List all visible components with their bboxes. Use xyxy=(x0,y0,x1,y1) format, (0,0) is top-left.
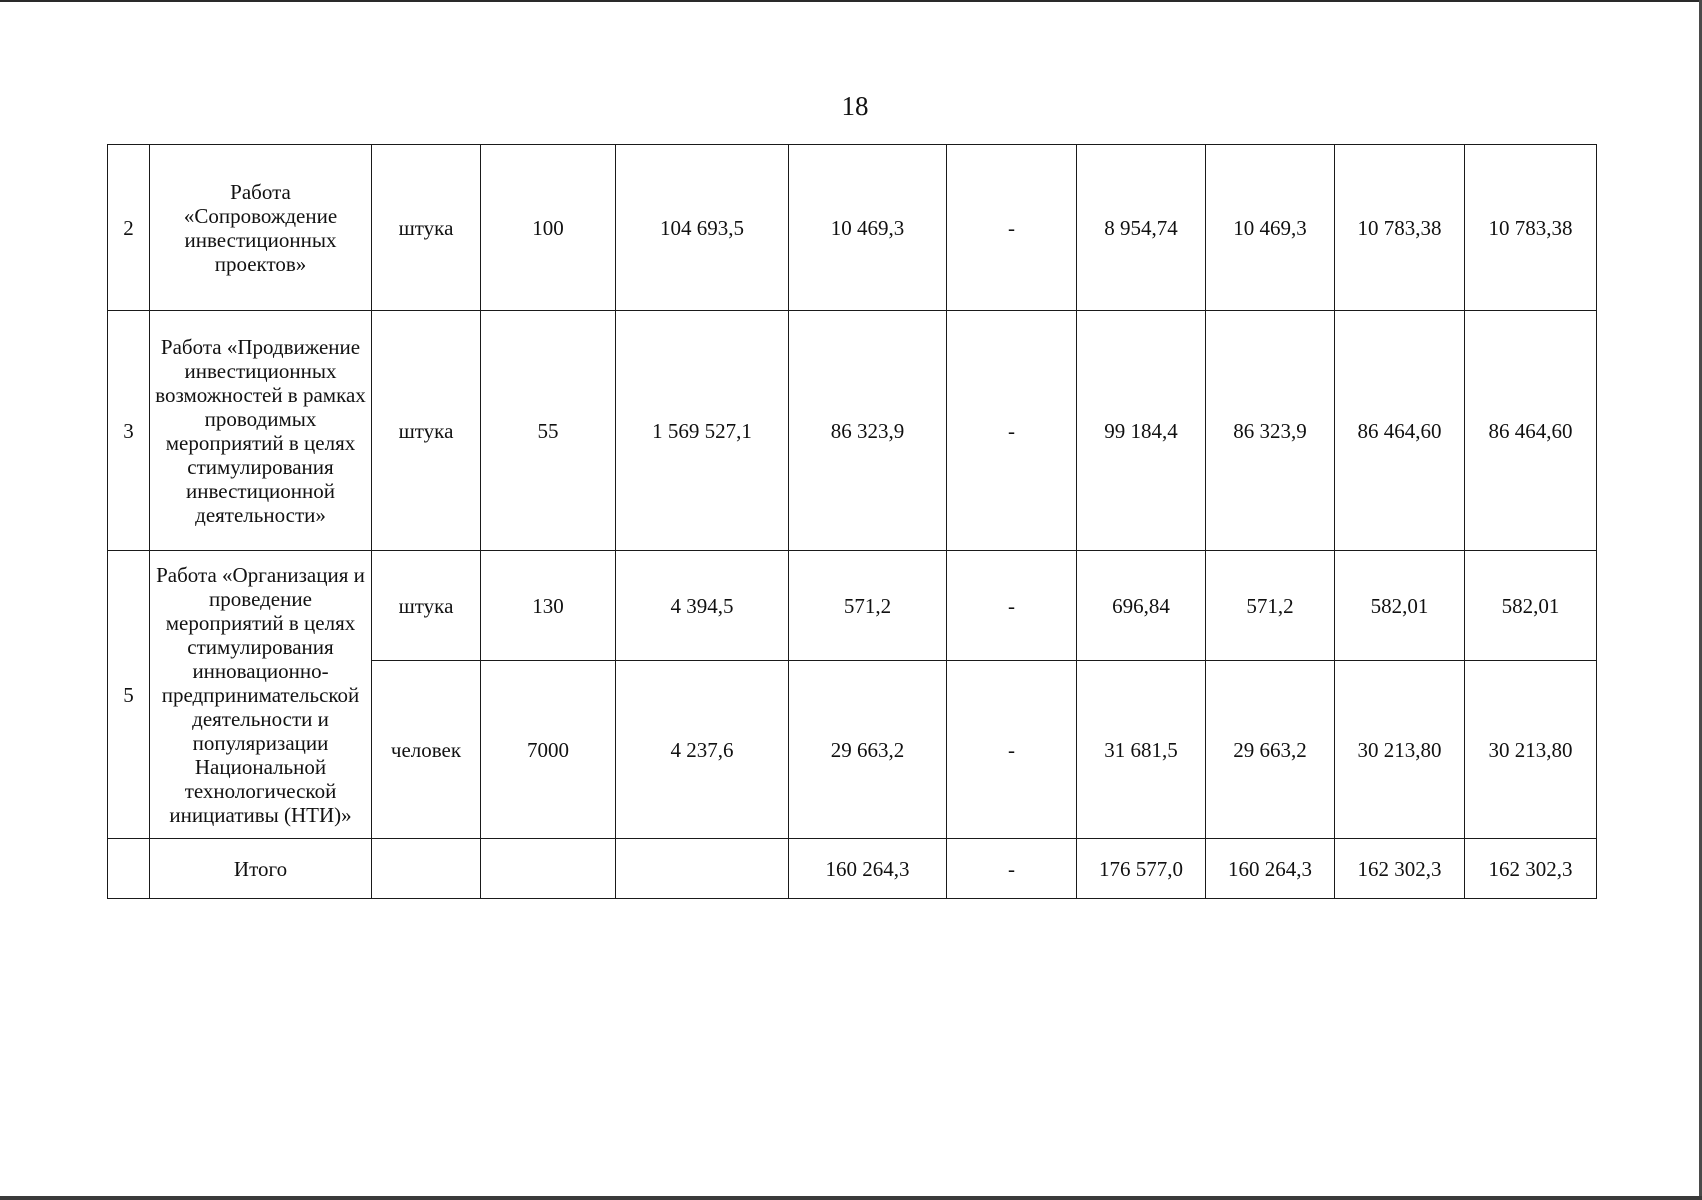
table-row xyxy=(108,145,1597,311)
value-cell: 86 323,9 xyxy=(789,311,947,551)
empty-cell xyxy=(108,839,150,899)
value-cell: - xyxy=(947,145,1077,311)
scan-edge-bottom xyxy=(0,1196,1702,1200)
value-cell: 31 681,5 xyxy=(1077,661,1206,839)
table-row xyxy=(108,551,1597,661)
value-cell: 86 323,9 xyxy=(1206,311,1335,551)
value-cell: 29 663,2 xyxy=(789,661,947,839)
value-cell: 29 663,2 xyxy=(1206,661,1335,839)
value-cell: 582,01 xyxy=(1335,551,1465,661)
unit-cell: штука xyxy=(372,551,481,661)
value-cell: 696,84 xyxy=(1077,551,1206,661)
row-number: 5 xyxy=(108,551,150,839)
table-row xyxy=(108,311,1597,551)
cost-cell: 4 237,6 xyxy=(616,661,789,839)
value-cell: 86 464,60 xyxy=(1335,311,1465,551)
value-cell: 571,2 xyxy=(1206,551,1335,661)
cost-cell: 1 569 527,1 xyxy=(616,311,789,551)
value-cell: 30 213,80 xyxy=(1465,661,1597,839)
quantity-cell: 130 xyxy=(481,551,616,661)
services-table xyxy=(107,144,1597,899)
total-value: 176 577,0 xyxy=(1077,839,1206,899)
total-value: 162 302,3 xyxy=(1465,839,1597,899)
total-value: 160 264,3 xyxy=(789,839,947,899)
value-cell: 571,2 xyxy=(789,551,947,661)
work-name: Работа «Организация и проведение мероприятий в целях стимулирования инновационно-предпринимательской деятельности и популяризации Национальной технологической инициативы (НТИ)» xyxy=(150,551,372,839)
cost-cell: 4 394,5 xyxy=(616,551,789,661)
value-cell: 86 464,60 xyxy=(1465,311,1597,551)
unit-cell: человек xyxy=(372,661,481,839)
value-cell: 10 469,3 xyxy=(789,145,947,311)
page-number: 18 xyxy=(841,91,869,121)
unit-cell: штука xyxy=(372,311,481,551)
total-label: Итого xyxy=(150,839,372,899)
empty-cell xyxy=(481,839,616,899)
quantity-cell: 55 xyxy=(481,311,616,551)
value-cell: - xyxy=(947,311,1077,551)
value-cell: - xyxy=(947,661,1077,839)
work-name: Работа «Сопровождение инвестиционных проектов» xyxy=(150,145,372,311)
total-value: - xyxy=(947,839,1077,899)
value-cell: 8 954,74 xyxy=(1077,145,1206,311)
value-cell: 99 184,4 xyxy=(1077,311,1206,551)
quantity-cell: 100 xyxy=(481,145,616,311)
value-cell: 30 213,80 xyxy=(1335,661,1465,839)
value-cell: 10 469,3 xyxy=(1206,145,1335,311)
value-cell: 10 783,38 xyxy=(1465,145,1597,311)
scan-edge-top xyxy=(0,0,1702,2)
value-cell: 582,01 xyxy=(1465,551,1597,661)
quantity-cell: 7000 xyxy=(481,661,616,839)
unit-cell: штука xyxy=(372,145,481,311)
value-cell: - xyxy=(947,551,1077,661)
empty-cell xyxy=(616,839,789,899)
empty-cell xyxy=(372,839,481,899)
total-value: 160 264,3 xyxy=(1206,839,1335,899)
row-number: 3 xyxy=(108,311,150,551)
value-cell: 10 783,38 xyxy=(1335,145,1465,311)
cost-cell: 104 693,5 xyxy=(616,145,789,311)
work-name: Работа «Продвижение инвестиционных возможностей в рамках проводимых мероприятий в целях стимулирования инвестиционной деятельности» xyxy=(150,311,372,551)
row-number: 2 xyxy=(108,145,150,311)
total-row xyxy=(108,839,1597,899)
total-value: 162 302,3 xyxy=(1335,839,1465,899)
